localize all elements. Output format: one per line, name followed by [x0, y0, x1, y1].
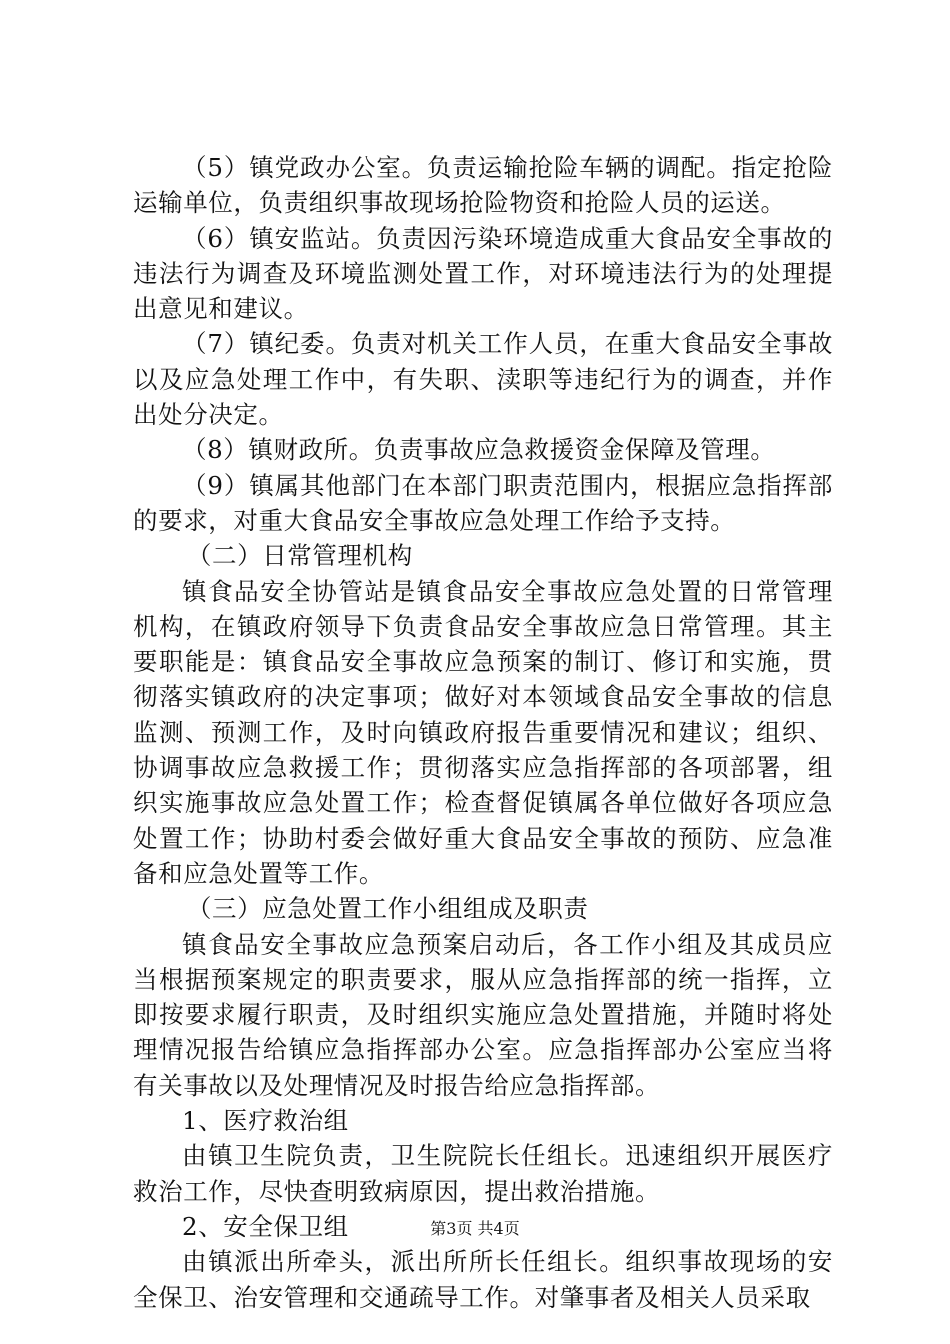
paragraph-party-office: （5）镇党政办公室。负责运输抢险车辆的调配。指定抢险运输单位，负责组织事故现场抢险物资和抢险人员的运送。 — [133, 153, 833, 218]
paragraph-medical-group: 由镇卫生院负责，卫生院院长任组长。迅速组织开展医疗救治工作，尽快查明致病原因，提出救治措施。 — [133, 1141, 833, 1206]
paragraph-working-groups: 镇食品安全事故应急预案启动后，各工作小组及其成员应当根据预案规定的职责要求，服从应急指挥部的统一指挥，立即按要求履行职责，及时组织实施应急处置措施，并随时将处理情况报告给镇应急指挥部办公室。应急指挥部办公室应当将有关事故以及处理情况及时报告给应急指挥部。 — [133, 929, 833, 1100]
subheading-medical-group: 1、医疗救治组 — [182, 1106, 349, 1136]
paragraph-other-departments: （9）镇属其他部门在本部门职责范围内，根据应急指挥部的要求，对重大食品安全事故应急处理工作给予支持。 — [133, 470, 833, 535]
paragraph-security-group: 由镇派出所牵头，派出所所长任组长。组织事故现场的安全保卫、治安管理和交通疏导工作。对肇事者及相关人员采取 — [133, 1247, 833, 1312]
section-heading-working-groups: （三）应急处置工作小组组成及职责 — [186, 894, 589, 924]
subheading-security-group: 2、安全保卫组 — [182, 1211, 349, 1241]
paragraph-safety-station: （6）镇安监站。负责因污染环境造成重大食品安全事故的违法行为调查及环境监测处置工作，对环境违法行为的处理提出意见和建议。 — [133, 223, 833, 324]
page-number-footer: 第3页 共4页 — [430, 1219, 520, 1238]
document-body — [133, 150, 833, 1315]
paragraph-discipline-committee: （7）镇纪委。负责对机关工作人员，在重大食品安全事故以及应急处理工作中，有失职、渎职等违纪行为的调查，并作出处分决定。 — [133, 329, 833, 430]
paragraph-daily-management: 镇食品安全协管站是镇食品安全事故应急处置的日常管理机构，在镇政府领导下负责食品安全事故应急日常管理。其主要职能是：镇食品安全事故应急预案的制订、修订和实施，贯彻落实镇政府的决定事项；做好对本领域食品安全事故的信息监测、预测工作，及时向镇政府报告重要情况和建议；组织、协调事故应急救援工作；贯彻落实应急指挥部的各项部署，组织实施事故应急处置工作；检查督促镇属各单位做好各项应急处置工作；协助村委会做好重大食品安全事故的预防、应急准备和应急处置等工作。 — [133, 576, 833, 888]
section-heading-daily-management: （二）日常管理机构 — [186, 541, 413, 571]
paragraph-finance-office: （8）镇财政所。负责事故应急救援资金保障及管理。 — [182, 435, 776, 465]
